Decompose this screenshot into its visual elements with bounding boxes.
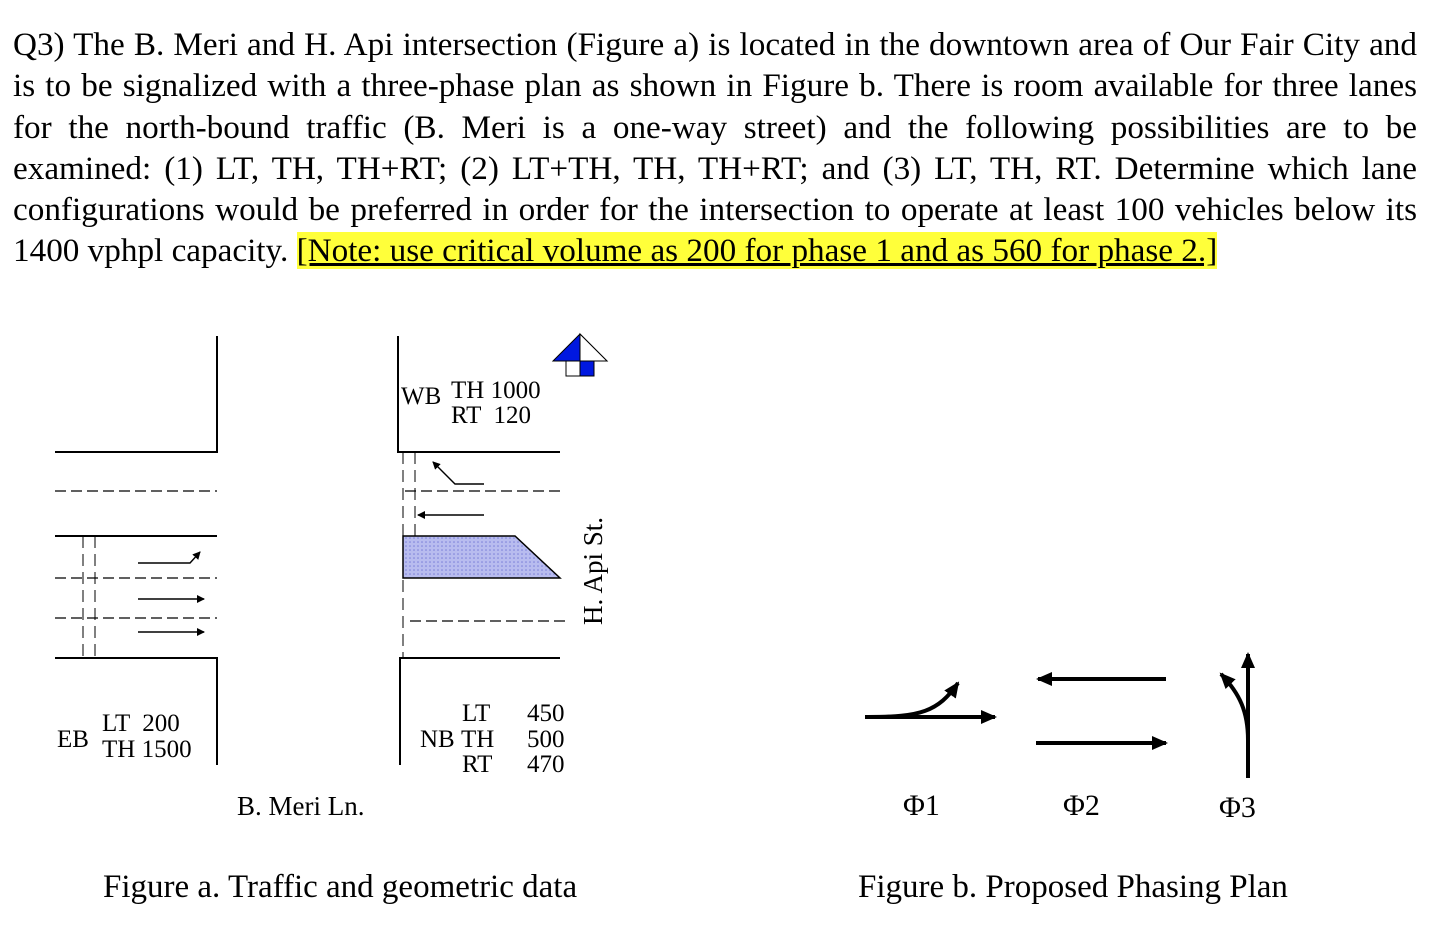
phase1-left-arrow — [868, 683, 958, 717]
nb-right-volume: 470 — [527, 751, 565, 778]
phase3-turn-arrow — [1221, 674, 1248, 740]
figure-b-caption: Figure b. Proposed Phasing Plan — [858, 869, 1288, 905]
phase-2-label: Φ2 — [1063, 789, 1100, 822]
eb-through-volume: TH 1500 — [102, 736, 192, 763]
phase-3-label: Φ3 — [1219, 791, 1256, 824]
nb-left-volume: 450 — [527, 700, 565, 727]
wb-right-volume: RT 120 — [451, 402, 531, 429]
phasing-plan-diagram — [865, 654, 1248, 778]
eb-left-turn-arrow — [138, 552, 200, 563]
curb-nw — [55, 336, 217, 452]
wb-through-volume: TH 1000 — [451, 377, 541, 404]
nb-label: NB — [420, 726, 455, 753]
nb-right-label: RT — [462, 751, 493, 778]
north-arrow-icon — [553, 334, 607, 376]
highlighted-note: [Note: use critical volume as 200 for phase 1 and as 560 for phase 2.] — [296, 232, 1218, 270]
question-body: Q3) The B. Meri and H. Api intersection (Figure a) is located in the downtown area of Our Fair City and is to be signalized with a three-phase plan as shown in Figure b. There is room available for three lanes for the north-bound traffic (B. Meri is a one-way street) and the following possibilities are to be examined: (1) LT, TH, TH+RT; (2) LT+TH, TH, TH+RT; and (3) LT, TH, RT. Determine which lane configurations would be preferred in order for the intersection to operate at least 100 vehicles below its 1400 vphpl capacity. — [13, 26, 1417, 270]
street-label-ns: H. Api St. — [578, 516, 608, 625]
eb-left-volume: LT 200 — [102, 710, 180, 737]
phase-1-label: Φ1 — [903, 789, 940, 822]
eb-label: EB — [57, 726, 89, 753]
nb-through-volume: 500 — [527, 726, 565, 753]
nb-through-label: TH — [461, 726, 495, 753]
wb-label: WB — [401, 383, 442, 410]
street-label-ew: B. Meri Ln. — [237, 791, 365, 821]
nb-left-label: LT — [462, 700, 491, 727]
median-island — [403, 536, 560, 578]
figure-a-caption: Figure a. Traffic and geometric data — [103, 869, 578, 905]
wb-right-turn-arrow — [433, 462, 484, 484]
